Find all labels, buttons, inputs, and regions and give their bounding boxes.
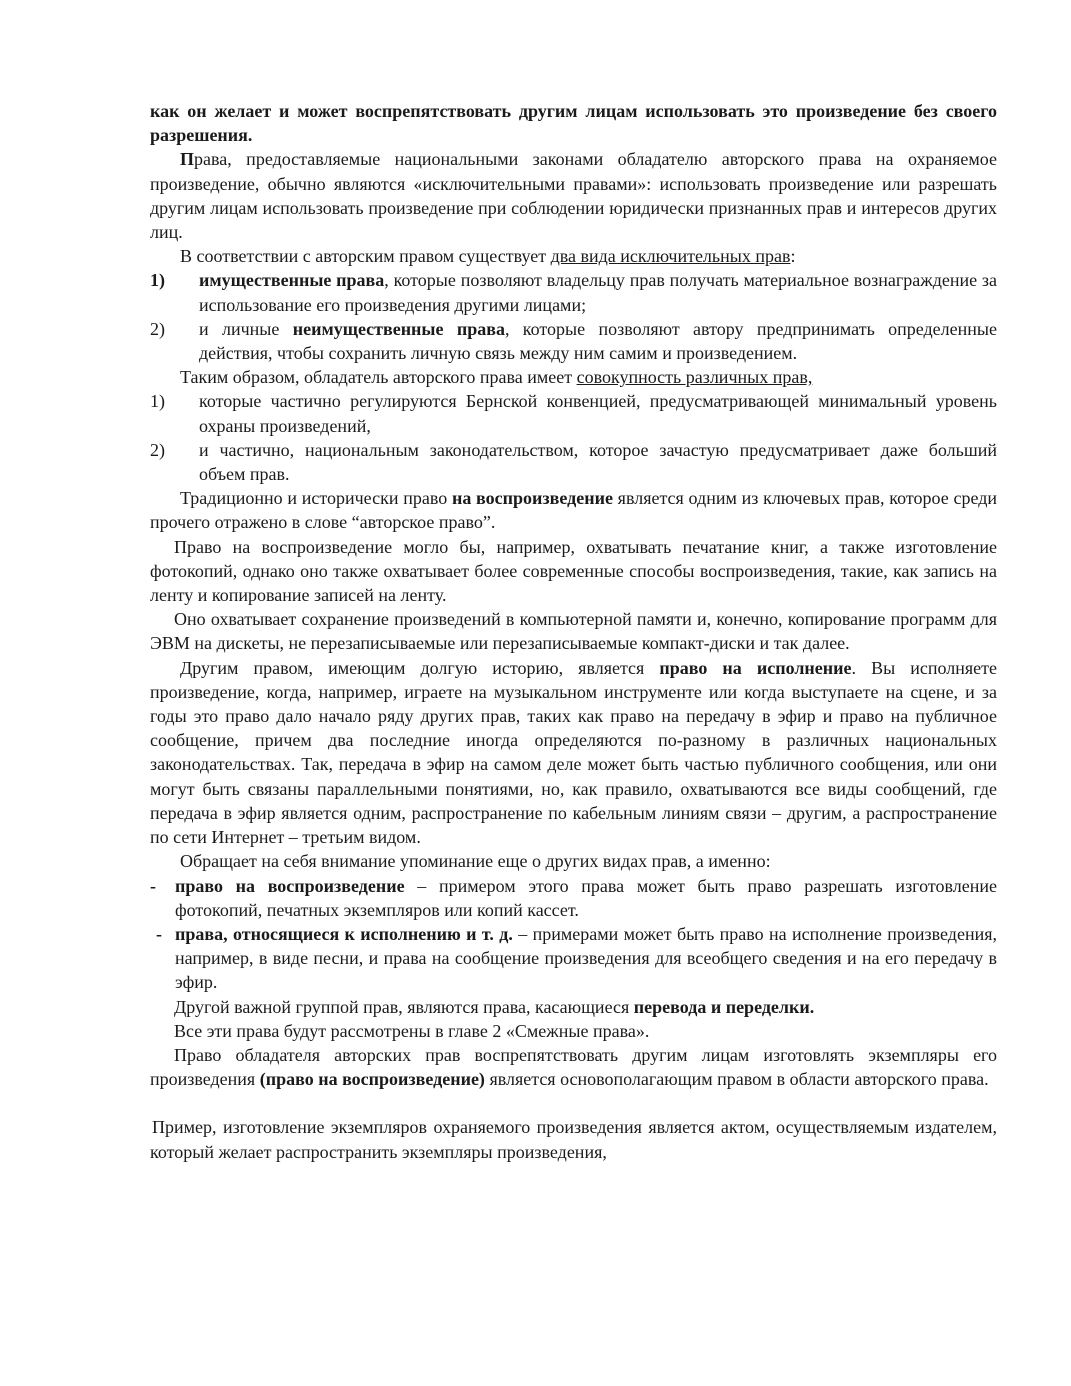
list-marker: - (156, 923, 162, 944)
list-item: - права, относящиеся к исполнению и т. д. – примерами может быть право на исполнение произведения, например, в виде песни, и права на сообщение произведения для всеобщего сведения и на его передачу в эфир. (150, 922, 997, 995)
bold-text: имущественные права (199, 270, 385, 291)
paragraph-intro (150, 99, 997, 147)
paragraph-other-rights: Обращает на себя внимание упоминание еще о других видах прав, а именно: (180, 851, 771, 872)
paragraph-translation: Другой важной группой прав, являются права, касающиеся перевода и переделки. (174, 996, 815, 1017)
bold-text: право на воспроизведение (175, 875, 405, 896)
underlined-text: совокупность различных прав, (576, 367, 813, 388)
paragraph-computer-memory: Оно охватывает сохранение произведений в компьютерной памяти и, конечно, копирование программ для ЭВМ на дискеты, не перезаписываемые или перезаписываемые компакт-диски и так далее. (150, 609, 997, 654)
bold-text: право на исполнение (659, 657, 852, 678)
paragraph-set-of-rights: Таким образом, обладатель авторского права имеет совокупность различных прав, (180, 367, 813, 388)
bold-text: перевода и переделки. (633, 996, 815, 1017)
paragraph-exclusive-rights: Права, предоставляемые национальными законами обладателю авторского права на охраняемое произведение, обычно являются «исключительными правами»: использовать произведение или разрешать другим лицам использовать произведение при соблюдении юридически признанных прав и интересов других лиц. (150, 149, 997, 243)
paragraph-chapter-ref: Все эти права будут рассмотрены в главе 2 «Смежные права». (174, 1020, 650, 1041)
list-marker: 2) (150, 318, 165, 339)
paragraph-example: Пример, изготовление экземпляров охраняемого произведения является актом, осуществляемым издателем, который желает распространить экземпляры произведения, (150, 1117, 997, 1162)
list-item: 1) которые частично регулируются Бернской конвенцией, предусматривающей минимальный уровень охраны произведений, (150, 389, 997, 437)
paragraph-fundamental-right: Право обладателя авторских прав воспрепятствовать другим лицам изготовлять экземпляры его произведения (право на воспроизведение) является основополагающим правом в области авторского права. (150, 1044, 997, 1090)
bold-text: неимущественные права (292, 318, 505, 339)
underlined-text: два вида исключительных прав (550, 246, 791, 267)
list-marker: 2) (150, 439, 165, 460)
bold-text: (право на воспроизведение) (259, 1069, 485, 1090)
list-item: 2) и частично, национальным законодательством, которое зачастую предусматривает даже больший объем прав. (150, 438, 997, 486)
paragraph-reproduction: Традиционно и исторически право на воспроизведение является одним из ключевых прав, которое среди прочего отражено в слове “авторское право”. (150, 488, 997, 533)
blank-line (150, 1091, 997, 1115)
list-item: 2) и личные неимущественные права, которые позволяют автору предпринимать определенные действия, чтобы сохранить личную связь между ним самим и произведением. (150, 317, 997, 365)
bold-text: права, относящиеся к исполнению и т. д. (175, 923, 513, 944)
bold-text: как он желает и может воспрепятствовать другим лицам использовать это произведение без своего разрешения. (150, 101, 997, 146)
drop-letter: П (180, 149, 195, 170)
list-item: 1) имущественные права, которые позволяют владельцу прав получать материальное вознаграждение за использование его произведения другими лицами; (150, 268, 997, 316)
bold-text: на воспроизведение (451, 488, 613, 509)
list-marker: 1) (150, 270, 165, 291)
paragraph-performance: Другим правом, имеющим долгую историю, является право на исполнение. Вы исполняете произведение, когда, например, играете на музыкальном инструменте или когда выступаете на сцене, и за годы это право дало начало ряду других прав, таких как право на передачу в эфир и право на публичное сообщение, причем два последние иногда определяются по-разному в различных национальных законодательствах. Так, передача в эфир на самом деле может быть частью публичного сообщения, или они могут быть связаны параллельными понятиями, но, как правило, охватываются все виды сообщений, где передача в эфир является одним, распространение по кабельным линиям связи – другим, а распространение по сети Интернет – третьим видом. (150, 657, 997, 848)
list-marker: - (150, 875, 156, 896)
document-page (150, 99, 997, 1164)
paragraph-two-kinds: В соответствии с авторским правом существует два вида исключительных прав: (180, 246, 796, 267)
list-item: - право на воспроизведение – примером этого права может быть право разрешать изготовление фотокопий, печатных экземпляров или копий кассет. (150, 874, 997, 922)
paragraph-reproduction-examples: Право на воспроизведение могло бы, например, охватывать печатание книг, а также изготовление фотокопий, однако оно также охватывает более современные способы воспроизведения, такие, как запись на ленту и копирование записей на ленту. (150, 536, 997, 606)
list-marker: 1) (150, 391, 165, 412)
